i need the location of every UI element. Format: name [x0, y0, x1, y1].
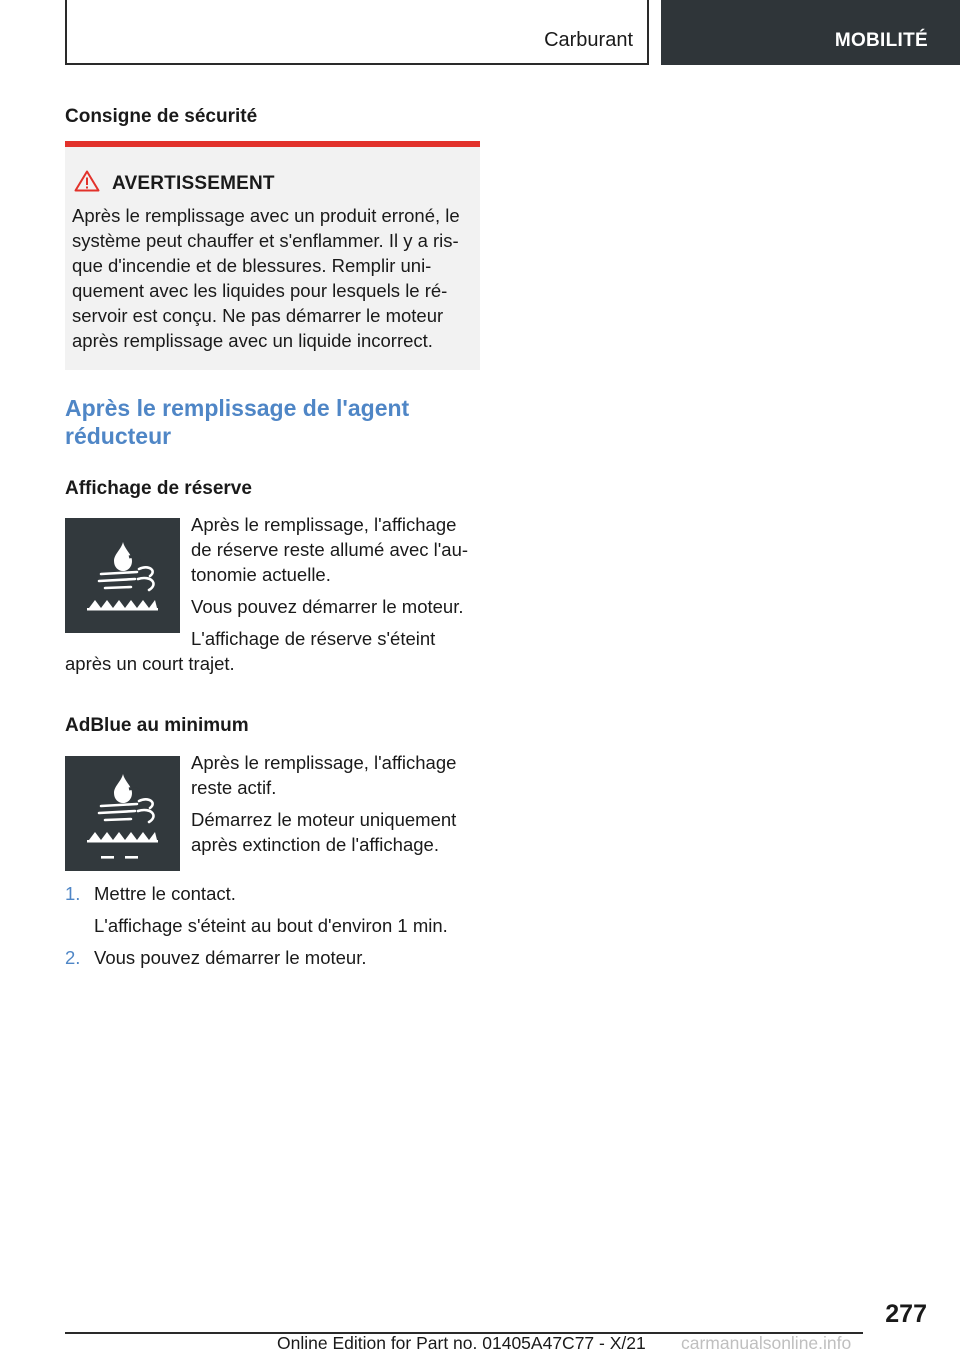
- minimum-text-line: Démarrez le moteur uniquement: [191, 809, 457, 830]
- header-chapter-label: MOBILITÉ: [834, 30, 928, 51]
- minimum-text-line: Après le remplissage, l'affichage: [191, 752, 457, 773]
- warning-text: [72, 203, 474, 353]
- reserve-heading: Affichage de réserve: [65, 478, 252, 499]
- warning-title: AVERTISSEMENT: [112, 173, 275, 194]
- step-text: Vous pouvez démarrer le moteur.: [94, 947, 367, 968]
- reserve-text-line: L'affichage de réserve s'éteint: [191, 628, 436, 649]
- minimum-heading: AdBlue au minimum: [65, 715, 249, 736]
- section-heading-line: Après le remplissage de l'agent: [65, 395, 410, 421]
- step-number: 1.: [65, 883, 81, 904]
- warning-box: [65, 141, 480, 370]
- step-subtext: L'affichage s'éteint au bout d'environ 1 min.: [94, 915, 448, 936]
- section-heading: [65, 394, 480, 450]
- adblue-reserve-glyph: [65, 518, 180, 633]
- watermark: carmanualsonline.info: [681, 1333, 852, 1353]
- warning-line: système peut chauffer et s'enflammer. Il y a ris-: [72, 230, 459, 251]
- reserve-text-line: Vous pouvez démarrer le moteur.: [191, 596, 464, 617]
- page-number: 277: [885, 1300, 927, 1328]
- footer-edition: Online Edition for Part no. 01405A47C77 - X/21: [277, 1333, 646, 1353]
- warning-line: servoir est conçu. Ne pas démarrer le moteur: [72, 305, 444, 326]
- warning-triangle-icon: [74, 170, 100, 192]
- header-chapter-tab: [661, 0, 960, 65]
- adblue-minimum-glyph: [65, 756, 180, 871]
- header-section-title: Carburant: [544, 29, 633, 51]
- warning-line: Après le remplissage avec un produit erroné, le: [72, 205, 460, 226]
- section-heading-line: réducteur: [65, 423, 172, 449]
- warning-line: quement avec les liquides pour lesquels le ré-: [72, 280, 448, 301]
- reserve-text-line: tonomie actuelle.: [191, 564, 331, 585]
- reserve-text-line: après un court trajet.: [65, 653, 235, 674]
- safety-heading: Consigne de sécurité: [65, 106, 258, 127]
- warning-line: que d'incendie et de blessures. Remplir uni-: [72, 255, 432, 276]
- header-section-box: [65, 0, 649, 65]
- reserve-text-line: Après le remplissage, l'affichage: [191, 514, 457, 535]
- minimum-text-line: après extinction de l'affichage.: [191, 834, 439, 855]
- warning-line: après remplissage avec un liquide incorrect.: [72, 330, 433, 351]
- minimum-text-line: reste actif.: [191, 777, 277, 798]
- step-text: Mettre le contact.: [94, 883, 236, 904]
- step-number: 2.: [65, 947, 81, 968]
- reserve-text-line: de réserve reste allumé avec l'au-: [191, 539, 469, 560]
- adblue-minimum-icon: [65, 756, 180, 871]
- adblue-reserve-icon: [65, 518, 180, 633]
